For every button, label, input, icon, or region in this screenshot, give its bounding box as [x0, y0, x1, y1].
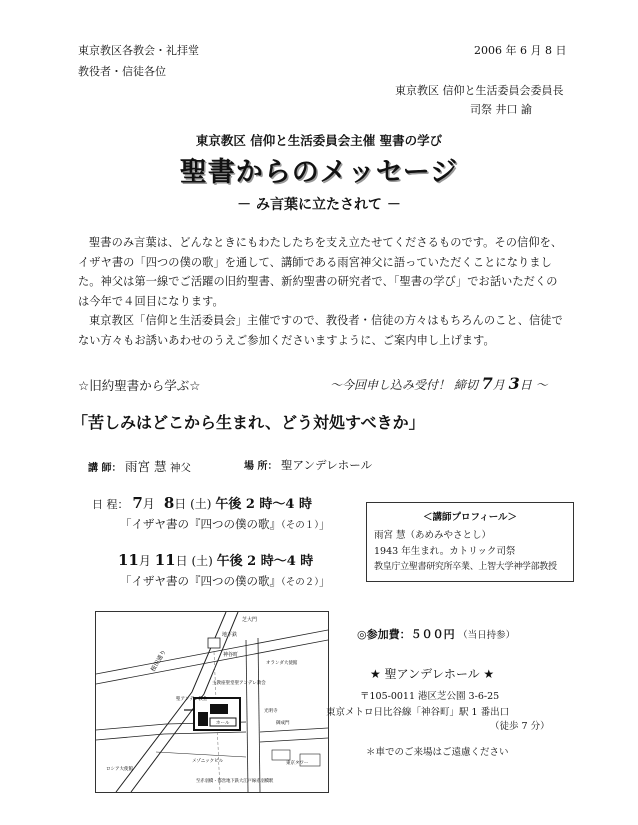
session-1-time: 午後 2 時～4 時 [215, 497, 312, 512]
map-label-subway: 地下鉄 [222, 632, 238, 638]
session-2-line [118, 550, 313, 569]
deadline-month: 7 [481, 374, 493, 393]
venue-line [244, 457, 372, 473]
map-label-russia: ロシア大使館 [106, 767, 133, 772]
map-label-hall: ホール [216, 721, 230, 726]
hall-walk-time: （徒歩 7 分） [490, 721, 550, 732]
hall-name: ★ 聖アンデレホール ★ [370, 667, 495, 681]
session-2-weekday: (土) [191, 554, 213, 568]
map-label-andrew-church: 聖アンデレ教会 [176, 697, 208, 702]
map-label-building: メゾニックビル [192, 759, 224, 764]
map-label-gate: 芝大門 [242, 617, 258, 623]
organizer-line: 東京教区 信仰と生活委員会主催 聖書の学び [195, 133, 443, 148]
lecturer-title: 神父 [169, 462, 191, 474]
session-1-month: 7 [132, 494, 143, 512]
intro-paragraph-1: 聖書のみ言葉は、どんなときにもわたしたちを支え立たせてくださるものです。その信仰を、イザヤ書の「四つの僕の歌」を通して、講師である雨宮神父に語っていただくことになりました。神父は第一線でご活躍の旧約聖書、新約聖書の研究者で、「聖書の学び」でお話いただくのは今年で４回目になります。 [78, 236, 563, 308]
map-label-road: 桜田通り [149, 648, 168, 673]
session-2-time: 午後 2 時～4 時 [216, 554, 314, 569]
access-map [95, 611, 329, 793]
lecturer-name: 雨宮 慧 [124, 459, 167, 474]
sender-name: 司祭 井口 諭 [470, 103, 532, 116]
venue-label: 場 所： [244, 461, 278, 472]
map-drawing [96, 612, 328, 792]
document-date: 2006 年 6 月 8 日 [474, 44, 567, 57]
profile-line-3: 教皇庁立聖書研究所卒業、上智大学神学部教授 [374, 562, 557, 572]
recipient-line-1: 東京教区各教会・礼拝堂 [78, 44, 199, 57]
fee: ◎参加費：５００円 [357, 628, 455, 641]
series-label: ☆旧約聖書から学ぶ☆ [78, 378, 201, 393]
session-2-close: 」 [319, 574, 331, 588]
subtitle: － み言葉に立たされて － [237, 197, 401, 213]
session-1-part: （その１） [281, 520, 320, 531]
deadline-line [330, 374, 548, 393]
map-label-embassy: オランダ大使館 [266, 661, 298, 666]
recipient-line-2: 教役者・信徒各位 [78, 65, 166, 78]
session-1-close: 」 [319, 517, 331, 531]
sender-organization: 東京教区 信仰と生活委員会委員長 [395, 84, 564, 97]
session-2-month: 11 [118, 551, 139, 569]
session-1-topic: 「イザヤ書の『四つの僕の歌』 [120, 517, 281, 531]
session-2-topic: 「イザヤ書の『四つの僕の歌』 [120, 574, 281, 588]
session-2-part: （その２） [281, 577, 320, 588]
profile-line-2: 1943 年生まれ。カトリック司祭 [374, 546, 516, 557]
profile-heading: ＜講師プロフィール＞ [422, 512, 518, 523]
map-label-tower: 東京タワー [286, 761, 309, 766]
lecturer-label: 講 師： [88, 463, 122, 474]
fee-note: （当日持参） [458, 630, 516, 641]
session-1-month-unit: 月 [142, 497, 155, 511]
deadline-prefix: ～今回申し込み受付！ 締切 [330, 378, 478, 392]
intro-body [78, 233, 568, 351]
session-2-topic-line [120, 573, 331, 589]
profile-name: 雨宮 慧（あめみやさとし） [374, 530, 492, 541]
map-label-onarimon: 御成門 [276, 721, 290, 726]
lecturer-profile-box [366, 502, 574, 582]
session-2-month-unit: 月 [138, 554, 151, 568]
lecturer-line [88, 457, 191, 475]
session-2-day: 11 [154, 551, 176, 569]
deadline-month-unit: 月 [492, 378, 505, 392]
session-2-day-unit: 日 [175, 554, 188, 568]
hall-access: 東京メトロ日比谷線「神谷町」駅 1 番出口 [326, 707, 510, 718]
map-label-exit-note: 至赤羽橋・都営地下鉄大江戸線赤羽橋駅 [196, 779, 274, 784]
fee-line [357, 626, 515, 642]
main-title: 聖書からのメッセージ [179, 157, 459, 188]
deadline-day-unit: 日 [519, 378, 532, 392]
session-1-line [92, 493, 312, 512]
hall-address: 〒105-0011 港区芝公園 3-6-25 [360, 691, 500, 702]
schedule-label: 日 程： [92, 498, 129, 511]
intro-paragraph-2: 東京教区「信仰と生活委員会」主催ですので、教役者・信徒の方々はもちろんのこと、信徒でない方々もお誘いあわせのうえご参加くださいますように、ご案内申し上げます。 [78, 314, 563, 347]
deadline-suffix: ～ [535, 378, 548, 392]
session-1-topic-line [120, 516, 331, 532]
map-label-cathedral: 主教座聖堂聖アンデレ教会 [212, 681, 266, 686]
session-1-day-unit: 日 [174, 497, 187, 511]
session-1-day: 8 [163, 494, 175, 512]
session-1-weekday: (土) [190, 497, 212, 511]
map-label-temple: 光明寺 [264, 709, 278, 714]
deadline-day: 3 [508, 374, 520, 393]
parking-note: ＊車でのご来場はご遠慮ください [366, 747, 509, 758]
lecture-theme: 「苦しみはどこから生まれ、どう対処すべきか」 [72, 413, 425, 432]
venue-name: 聖アンデレホール [280, 458, 373, 472]
map-label-kamiyacho: 神谷町 [223, 652, 239, 658]
